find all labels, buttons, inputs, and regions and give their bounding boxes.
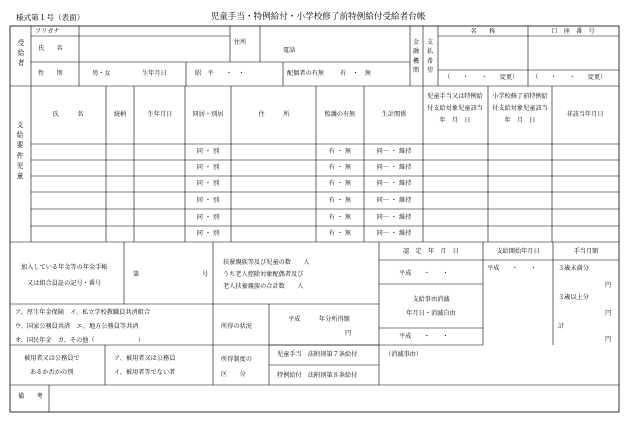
- law-option-2[interactable]: 特例給付 法附則第８条給付: [277, 372, 358, 379]
- child-row-6-livelihood[interactable]: 同一 ・ 維持: [376, 230, 412, 237]
- total-yen: 円: [605, 336, 612, 343]
- bank-side-label: 金融機関: [412, 39, 419, 74]
- pension-number-suffix: 号: [202, 271, 209, 278]
- child-row-4-livelihood[interactable]: 同一 ・ 維持: [376, 197, 412, 204]
- insured-label-2: あるか否かの別: [30, 369, 74, 376]
- over3-label: ３歳以上分: [558, 294, 589, 301]
- approval-date: 平成 ・ ・: [399, 270, 449, 277]
- insured-label-1: 被用者又は公務員で: [24, 355, 80, 362]
- income-system-label-1: 所得制度の: [221, 356, 252, 363]
- child-pre-eligible-header: 小学校修了前特例給付支給対象児童該当年 月 日: [492, 93, 548, 125]
- under3-label: ３歳未満分: [558, 265, 589, 272]
- livelihood-header: 生計関係: [381, 111, 407, 118]
- child-row-1-support[interactable]: 有 ・ 無: [328, 148, 352, 155]
- birth-era[interactable]: 昭 平 ・ ・: [195, 70, 245, 77]
- insured-option-1[interactable]: ア、被用者又は公務員: [114, 355, 176, 362]
- total-label: 計: [558, 323, 565, 330]
- pension-label-1: 加入している年金等の年金手帳: [21, 264, 108, 271]
- support-header: 監護の有無: [324, 111, 356, 118]
- child-row-1-cohabit[interactable]: 同 ・ 別: [196, 148, 220, 155]
- insured-option-2[interactable]: イ、被用者等でない者: [114, 369, 176, 376]
- income-yen: 円: [345, 330, 352, 337]
- pension-label-2: 又は組合員証の記号・番号: [27, 280, 102, 287]
- spouse-label: 配偶者の有無: [287, 70, 325, 77]
- pension-types-1[interactable]: ア、厚生年金保険 イ、私立学校教職員共済組合: [15, 309, 151, 316]
- pension-types-3[interactable]: オ、国民年金 カ、その他（ ）: [15, 337, 145, 344]
- income-status-label: 所得の状況: [221, 323, 252, 330]
- child-row-1-livelihood[interactable]: 同一 ・ 維持: [376, 148, 412, 155]
- child-row-3-livelihood[interactable]: 同一 ・ 維持: [376, 180, 412, 187]
- phone-label: 電話: [283, 47, 296, 54]
- address-label: 住所: [234, 39, 247, 46]
- pension-types-2[interactable]: ウ、国家公務員共済 エ、地方公務員等共済: [15, 323, 139, 330]
- income-year-label: 平成 年分所得額: [288, 316, 350, 323]
- extinction-label-1: 支給事由消滅: [412, 296, 450, 303]
- pension-number-prefix: 第: [133, 271, 140, 278]
- child-birth-header: 生年月日: [147, 111, 173, 118]
- name-label: 氏 名: [38, 45, 63, 52]
- birth-label: 生年月日: [142, 70, 167, 77]
- approval-header: 認 定 年 月 日: [403, 248, 459, 255]
- ineligible-header: 非該当年月日: [566, 111, 604, 118]
- extinction-date: 平成 ・ ・: [399, 333, 449, 340]
- remarks-label: 備 考: [18, 393, 43, 400]
- extinction-reason-label: （消滅事由）: [385, 351, 423, 358]
- dependents-line-1: 扶養親族等及び児童の数 人: [223, 259, 310, 266]
- over3-yen: 円: [605, 310, 612, 317]
- child-row-6-support[interactable]: 有 ・ 無: [328, 230, 352, 237]
- start-date-header: 支給開始年月日: [496, 248, 540, 255]
- child-row-2-livelihood[interactable]: 同一 ・ 維持: [376, 164, 412, 171]
- child-name-header: 氏 名: [52, 111, 84, 118]
- children-side-label: 支給要件児童: [16, 121, 24, 181]
- relation-header: 続柄: [113, 111, 127, 118]
- child-row-3-support[interactable]: 有 ・ 無: [328, 180, 352, 187]
- form-id: 様式第１号（表面）: [16, 13, 85, 22]
- sex-label: 性 別: [38, 70, 63, 77]
- child-row-5-livelihood[interactable]: 同一 ・ 維持: [376, 214, 412, 221]
- child-row-6-cohabit[interactable]: 同 ・ 別: [196, 230, 220, 237]
- bank-change-right: （ ・ ・ 変更）: [532, 74, 607, 81]
- account-number-header: 口 座 番 号: [551, 28, 595, 35]
- law-option-1[interactable]: 児童手当 法附則第７条給付: [277, 351, 358, 358]
- extinction-label-2: 年月日・消滅自由: [406, 310, 456, 317]
- start-date-value: 平成 ・ ・: [487, 265, 537, 272]
- child-address-header: 住 所: [258, 111, 290, 118]
- recipient-side-label: 受給者: [17, 39, 25, 68]
- bank-desired-label: 支払希望: [426, 39, 433, 74]
- child-row-4-support[interactable]: 有 ・ 無: [328, 197, 352, 204]
- page-title: 児童手当・特例給付・小学校修了前特例給付受給者台帳: [210, 12, 426, 22]
- cohabit-header: 同居・別居: [192, 111, 224, 118]
- under3-yen: 円: [605, 282, 612, 289]
- child-row-5-cohabit[interactable]: 同 ・ 別: [196, 214, 220, 221]
- child-row-5-support[interactable]: 有 ・ 無: [328, 214, 352, 221]
- bank-change-left: （ ・ ・ 変更）: [444, 74, 519, 81]
- child-row-2-cohabit[interactable]: 同 ・ 別: [196, 164, 220, 171]
- income-system-label-2: 区 分: [221, 371, 246, 378]
- child-row-3-cohabit[interactable]: 同 ・ 別: [196, 180, 220, 187]
- child-row-4-cohabit[interactable]: 同 ・ 別: [196, 197, 220, 204]
- spouse-options[interactable]: 有 ・ 無: [340, 70, 371, 77]
- monthly-header: 手当月額: [573, 248, 599, 255]
- bank-name-header: 名 称: [470, 28, 496, 35]
- child-row-2-support[interactable]: 有 ・ 無: [328, 164, 352, 171]
- dependents-line-2: うち老人控除対象配偶者及び: [223, 271, 304, 278]
- dependents-line-3: 老人扶養親族の合計数 人: [223, 283, 304, 290]
- furigana-label: フリガナ: [35, 28, 60, 35]
- sex-options[interactable]: 男・女: [92, 70, 111, 77]
- child-eligible-header: 児童手当又は特例給付支給対象児童該当年 月 日: [427, 93, 483, 125]
